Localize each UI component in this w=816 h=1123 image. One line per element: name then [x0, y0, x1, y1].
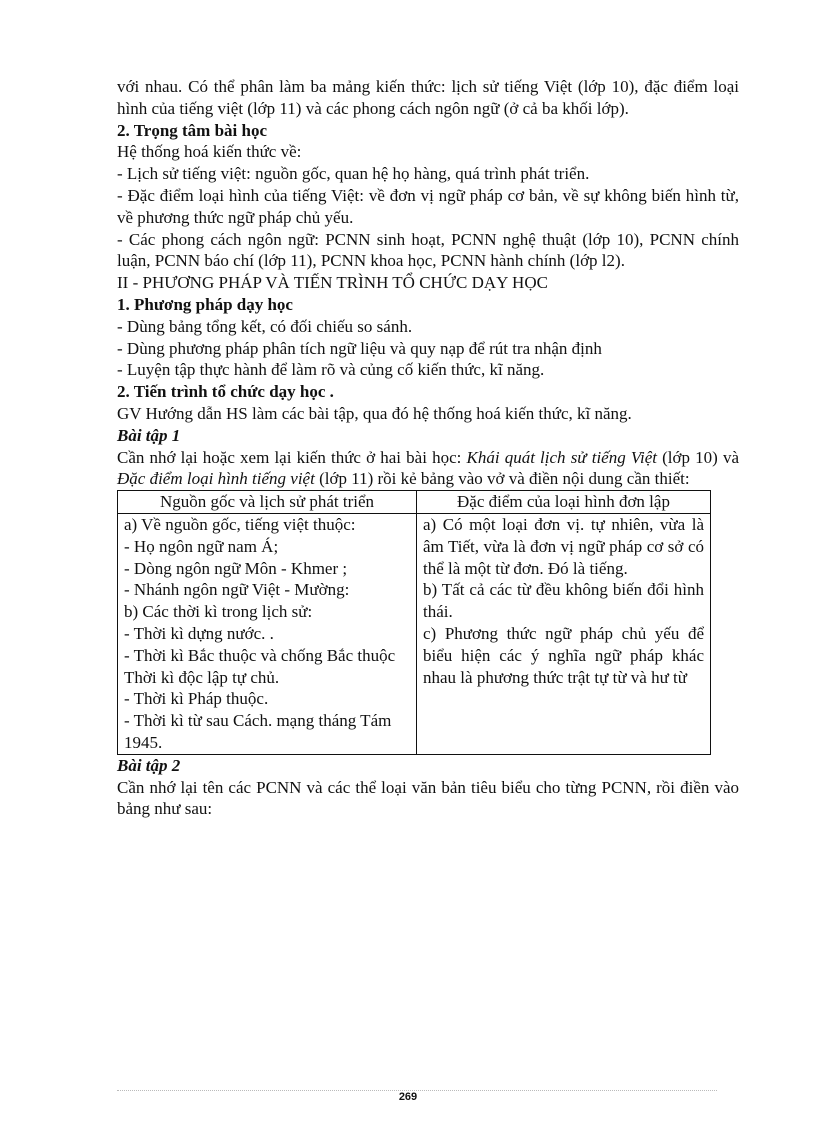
exercise-1-text [117, 447, 739, 491]
feature-line: a) Có một loại đơn vị. tự nhiên, vừa là âm Tiết, vừa là đơn vị ngữ pháp cơ sở có thể là một từ đơn. Đó là tiếng. [423, 514, 704, 578]
method-heading: 1. Phương pháp dạy học [117, 294, 293, 314]
origin-line: a) Về nguồn gốc, tiếng việt thuộc: [124, 514, 356, 534]
table-cell-origin [118, 513, 417, 754]
table-header-origin: Nguồn gốc và lịch sử phát triển [118, 491, 417, 514]
focus-item-1: - Lịch sử tiếng việt: nguồn gốc, quan hệ họ hàng, quá trình phát triển. [117, 164, 590, 184]
exercise-1-text-c: (lớp 11) rồi kẻ bảng vào vở và điền nội dung cần thiết: [314, 469, 690, 489]
feature-line: b) Tất cả các từ đều không biến đổi hình thái. [423, 580, 704, 622]
section-heading-focus: 2. Trọng tâm bài học [117, 120, 268, 140]
page-number: 269 [398, 1091, 418, 1103]
part-heading: II - PHƯƠNG PHÁP VÀ TIẾN TRÌNH TỔ CHỨC DẠY HỌC [117, 273, 548, 293]
origin-line: - Thời kì từ sau Cách. mạng tháng Tám 1945. [124, 711, 392, 752]
method-item-1: - Dùng bảng tổng kết, có đối chiếu so sánh. [117, 316, 413, 336]
focus-item-3: - Các phong cách ngôn ngữ: PCNN sinh hoạt, PCNN nghệ thuật (lớp 10), PCNN chính luận, PCNN báo chí (lớp 11), PCNN khoa học, PCNN hành chính (lớp l2). [117, 229, 739, 271]
focus-item-2: - Đặc điểm loại hình của tiếng Việt: về đơn vị ngữ pháp cơ bản, về sự không biến hình từ, về phương thức ngữ pháp chủ yếu. [117, 185, 739, 227]
section-lead: Hệ thống hoá kiến thức về: [117, 142, 302, 162]
exercise-1-title: Bài tập 1 [117, 425, 181, 445]
summary-table [117, 490, 711, 755]
origin-line: b) Các thời kì trong lịch sử: [124, 602, 313, 622]
table-cell-features [417, 513, 711, 754]
exercise-2-title: Bài tập 2 [117, 755, 181, 775]
table-row [118, 513, 711, 754]
origin-line: - Thời kì Bắc thuộc và chống Bắc thuộc [124, 645, 396, 665]
exercise-2-text: Cần nhớ lại tên các PCNN và các thể loại văn bản tiêu biểu cho từng PCNN, rồi điền vào bảng như sau: [117, 777, 739, 819]
document-page [117, 76, 739, 820]
origin-line: - Nhánh ngôn ngữ Việt - Mường: [124, 580, 350, 600]
origin-line: - Thời kì Pháp thuộc. [124, 689, 269, 709]
process-heading: 2. Tiến trình tổ chức dạy học . [117, 382, 334, 402]
method-item-2: - Dùng phương pháp phân tích ngữ liệu và quy nạp để rút tra nhận định [117, 338, 602, 358]
table-header-row [118, 491, 711, 514]
exercise-1-text-a: Cần nhớ lại hoặc xem lại kiến thức ở hai bài học: [117, 447, 467, 467]
exercise-1-italic-2: Đặc điểm loại hình tiếng việt [117, 469, 315, 489]
exercise-1-italic-1: Khái quát lịch sử tiếng Việt [466, 447, 657, 467]
method-item-3: - Luyện tập thực hành để làm rõ và củng cố kiến thức, kĩ năng. [117, 360, 545, 380]
origin-line: Thời kì độc lập tự chủ. [124, 667, 280, 687]
exercise-1-text-b: (lớp 10) và [656, 447, 739, 467]
feature-line: c) Phương thức ngữ pháp chủ yếu để biểu hiện các ý nghĩa ngữ pháp khác nhau là phương thức trật tự từ và hư từ [423, 623, 704, 687]
intro-paragraph: với nhau. Có thể phân làm ba mảng kiến thức: lịch sử tiếng Việt (lớp 10), đặc điểm loại hình của tiếng việt (lớp 11) và các phong cách ngôn ngữ (ở cả ba khối lớp). [117, 77, 739, 118]
origin-line: - Thời kì dựng nước. . [124, 623, 274, 643]
table-header-features: Đặc điểm của loại hình đơn lập [417, 491, 711, 514]
process-text: GV Hướng dẫn HS làm các bài tập, qua đó hệ thống hoá kiến thức, kĩ năng. [117, 403, 632, 423]
origin-line: - Họ ngôn ngữ nam Á; [124, 536, 279, 556]
origin-line: - Dòng ngôn ngữ Môn - Khmer ; [124, 558, 348, 578]
